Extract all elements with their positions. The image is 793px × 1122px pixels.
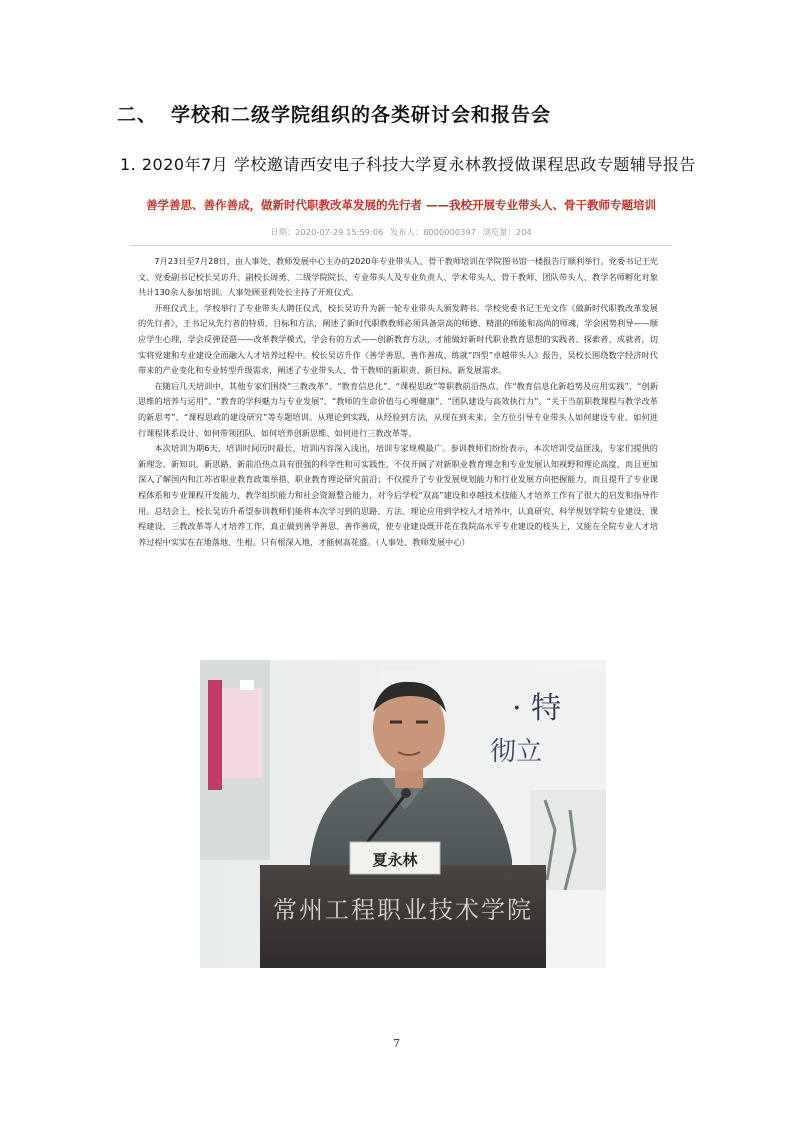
article-paragraph: 本次培训为期6天，培训时间历时最长，培训内容深入浅出，培训专家规模最广。参训教师们纷纷表示，本次培训受益匪浅，专家们提供的新理念、新知识、新思路、新前沿热点具有很强的科学性和可实践性，不仅开阔了对新职业教育理念和专业发展认知视野和理论高度，而且更加深入了解国内和江苏省职业教育政策举措、职业教育理论研究前沿；不仅提升了专业发展规划能力和行业发展方向把握能力，而且提升了专业课程体系和专业课程开发能力、教学组织能力和社会资源整合能力，对今后学校“双高”建设和卓越技术技能人才培养工作有了很大的启发和指导作用。总结会上，校长吴访升希望参训教师们能将本次学习到的思路、方法、理论应用到学校人才培养中，认真研究、科学规划学院专业建设、课程建设、三教改革等人才培养工作，真正做到善学善思、善作善成，使专业建设既开花在我院高水平专业建设的枝头上，又能在全院专业人才培养过程中实实在在地落地、生根。只有根深入地，才能树高花盛。（人事处、教师发展中心） <box>138 443 658 547</box>
article-publisher: 发布人：8000000397 <box>390 227 476 237</box>
article-meta <box>130 226 672 238</box>
article-title: 善学善思、善作善成，做新时代职教改革发展的先行者 ——我校开展专业带头人、骨干教师专题培训 <box>146 198 656 212</box>
poster-light-1 <box>240 680 254 690</box>
subsection-heading: 1. 2020年7月 学校邀请西安电子科技大学夏永林教授做课程思政专题辅导报告 <box>120 155 696 174</box>
article-divider <box>130 245 672 246</box>
microphone-head <box>401 788 411 798</box>
section-heading <box>117 100 551 127</box>
banner-text-2: 彻立 <box>490 737 543 767</box>
section-number: 二、 <box>117 104 158 126</box>
article-paragraph: 开班仪式上，学校举行了专业带头人聘任仪式，校长吴访升为新一轮专业带头人颁发聘书。学校党委书记王光文作《做新时代职教改革发展的先行者》，王书记从先行者的特质、目标和方法，阐述了新时代职教教师必须具备崇高的师德、精湛的师能和高尚的师魂，学会困势利导——顺应学生心理，学会反弹琵琶——改革教学模式，学会有的方式——创新教育方法，才能做好新时代职业教育思想的实践者、探索者、成就者，切实将党建和专业建设全面融入人才培养过程中。校长吴访升作《善学善思、善作善成、练就“四型”卓越带头人》报告，吴校长围绕数字经济时代带来的产业变化和专业转型升级需求，阐述了专业带头人、骨干教师的新职责、新目标、新发展需求。 <box>138 302 658 376</box>
pink-poster <box>208 680 222 790</box>
banner-text-1: · 特 <box>512 691 562 726</box>
pink-poster-light <box>222 688 262 778</box>
nameplate-text: 夏永林 <box>372 851 418 869</box>
news-article-screenshot <box>130 196 672 628</box>
speaker-photo <box>200 660 606 968</box>
article-date: 日期：2020-07-29 15:59:06 <box>270 227 384 237</box>
article-paragraph: 7月23日至7月28日，由人事处、教师发展中心主办的2020年专业带头人、骨干教师培训在学院图书馆一楼报告厅顺利举行。党委书记王光文、党委副书记校长吴访升、副校长周勇、二级学院院长、专业带头人及专业负责人、学术带头人、骨干教师、团队带头人、教学名师孵化对象共计130余人参加培训。人事处顾亚莉处长主持了开班仪式。 <box>138 256 658 298</box>
section-title: 学校和二级学院组织的各类研讨会和报告会 <box>171 104 552 126</box>
article-paragraph: 在随后几天培训中，其他专家们围绕“三教改革”、“教育信息化”、“课程思政”等职教前沿热点，作“教育信息化新趋势及应用实践”、“创新思维的培养与运用”、“教育的学科魅力与专业发展”、“教师的生命价值与心理健康”、“团队建设与高效执行力”、“关于当前职教课程与教学改革的新思考”、“课程思政的建设研究”等专题培训。从理论到实践，从经验到方法，从现在到未来，全方位引导专业带头人如何建设专业、如何进行课程体系设计、如何带领团队、如何培养创新思维、如何进行三教改革等。 <box>138 380 658 438</box>
article-body <box>130 254 672 550</box>
article-views: 浏览量：204 <box>482 227 532 237</box>
page-number: 7 <box>393 1037 400 1050</box>
podium-text: 常州工程职业技术学院 <box>273 896 533 924</box>
